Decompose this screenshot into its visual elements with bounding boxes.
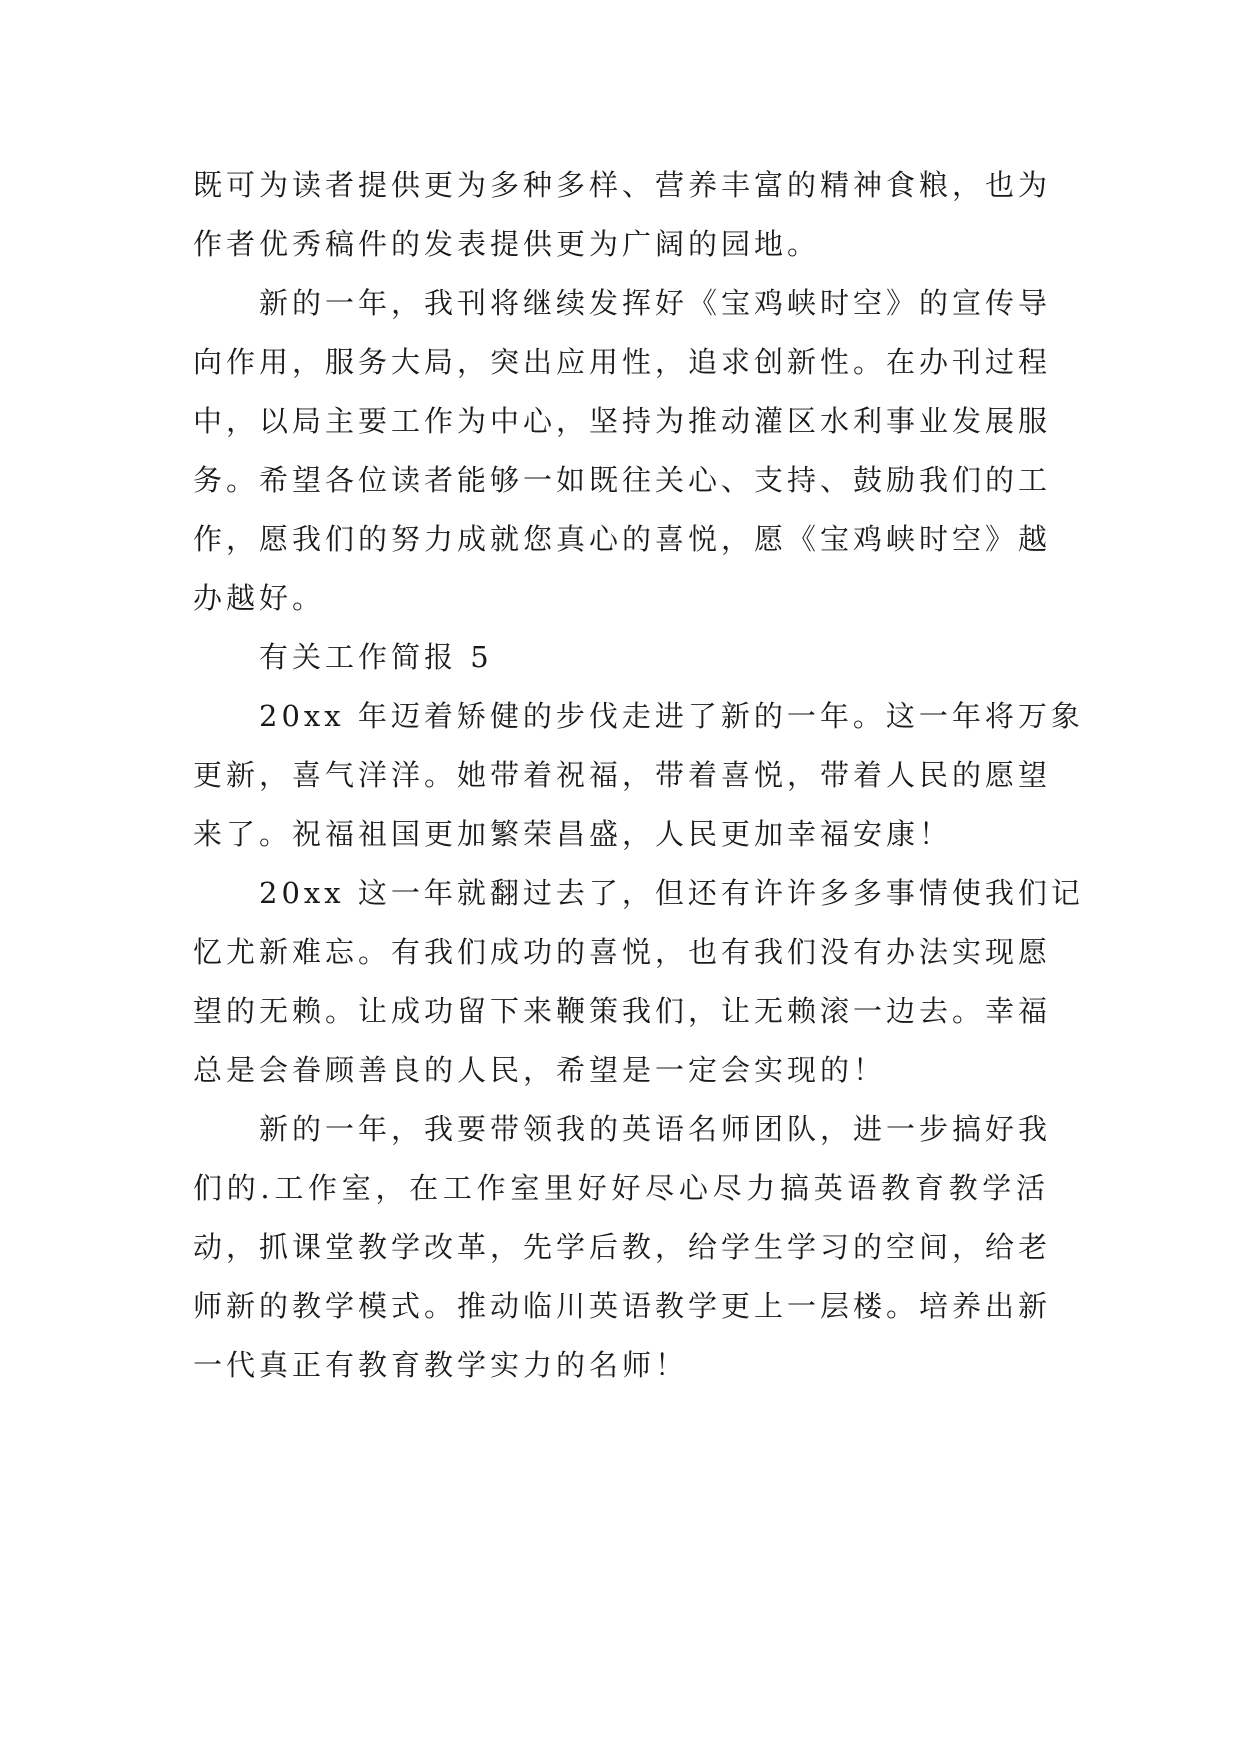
heading-text: 有关工作简报 5 <box>259 640 493 674</box>
text-line: 作，愿我们的努力成就您真心的喜悦，愿《宝鸡峡时空》越 <box>193 522 1052 556</box>
text-line: 总是会眷顾善良的人民，希望是一定会实现的！ <box>193 1053 887 1087</box>
paragraph-4 <box>193 687 1084 864</box>
paragraph-1 <box>193 156 1052 274</box>
text-line: 20xx 这一年就翻过去了，但还有许许多多事情使我们记 <box>259 876 1084 910</box>
paragraph-5 <box>193 864 1084 1100</box>
text-line: 中，以局主要工作为中心，坚持为推动灌区水利事业发展服 <box>193 404 1052 438</box>
text-line: 20xx 年迈着矫健的步伐走进了新的一年。这一年将万象 <box>259 699 1084 733</box>
text-line: 务。希望各位读者能够一如既往关心、支持、鼓励我们的工 <box>193 463 1052 497</box>
document-body <box>193 156 1084 1395</box>
text-line: 向作用，服务大局，突出应用性，追求创新性。在办刊过程 <box>193 345 1052 379</box>
text-line: 一代真正有教育教学实力的名师！ <box>193 1348 689 1382</box>
text-line: 办越好。 <box>193 581 326 615</box>
text-line: 师新的教学模式。推动临川英语教学更上一层楼。培养出新 <box>193 1289 1052 1323</box>
text-line: 动，抓课堂教学改革，先学后教，给学生学习的空间，给老 <box>193 1230 1052 1264</box>
text-line: 望的无赖。让成功留下来鞭策我们，让无赖滚一边去。幸福 <box>193 994 1052 1028</box>
text-line: 来了。祝福祖国更加繁荣昌盛，人民更加幸福安康！ <box>193 817 953 851</box>
text-line: 更新，喜气洋洋。她带着祝福，带着喜悦，带着人民的愿望 <box>193 758 1052 792</box>
text-line: 新的一年，我刊将继续发挥好《宝鸡峡时空》的宣传导 <box>259 286 1052 320</box>
text-line: 既可为读者提供更为多种多样、营养丰富的精神食粮，也为 <box>193 168 1052 202</box>
text-line: 忆尤新难忘。有我们成功的喜悦，也有我们没有办法实现愿 <box>193 935 1052 969</box>
text-line: 们的.工作室，在工作室里好好尽心尽力搞英语教育教学活 <box>193 1171 1049 1205</box>
paragraph-2 <box>193 274 1052 628</box>
paragraph-6 <box>193 1100 1052 1395</box>
text-line: 作者优秀稿件的发表提供更为广阔的园地。 <box>193 227 821 261</box>
text-line: 新的一年，我要带领我的英语名师团队，进一步搞好我 <box>259 1112 1052 1146</box>
section-heading <box>193 628 1049 687</box>
